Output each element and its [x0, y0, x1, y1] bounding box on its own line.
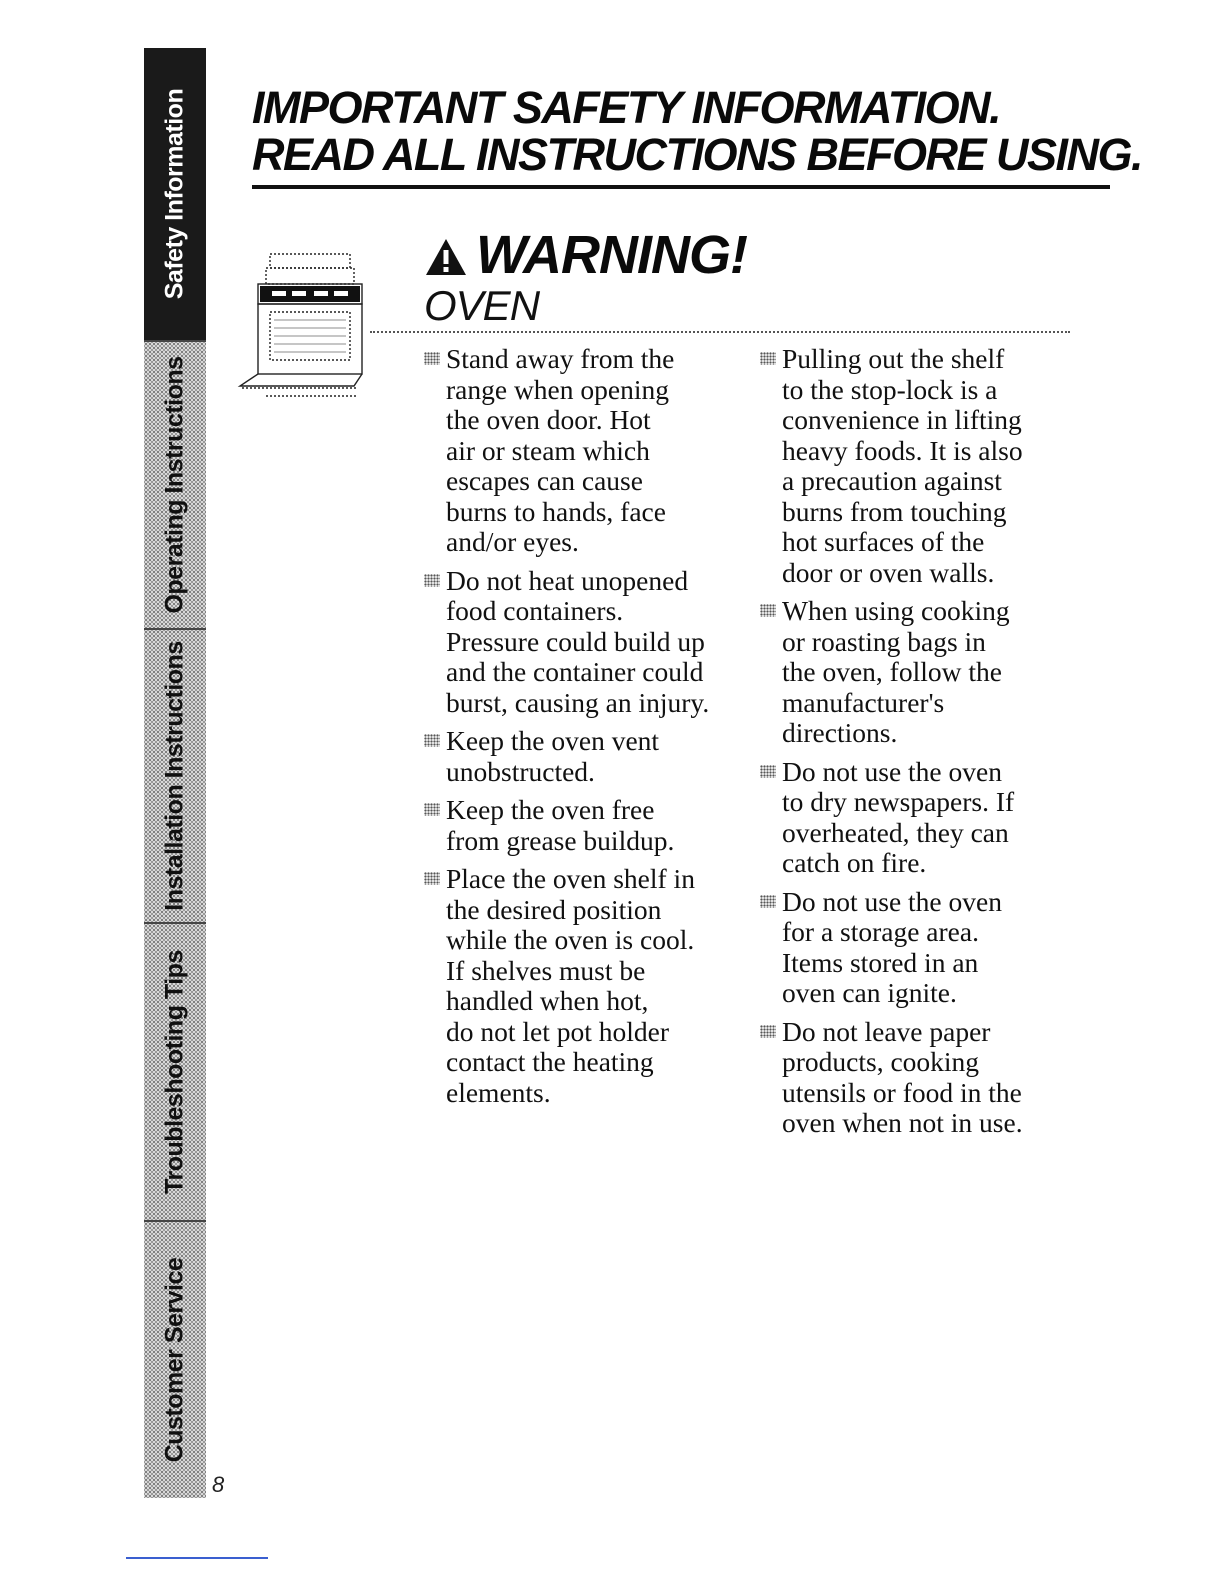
tab-label: Operating Instructions [160, 356, 189, 614]
bullet-text: Do not use the oven to dry newspapers. If overheated, they can catch on fire. [782, 755, 1015, 878]
tab-label: Customer Service [160, 1257, 189, 1463]
bullet-icon [424, 574, 440, 587]
tab-operating-instructions[interactable] [144, 342, 206, 630]
bullet-icon [424, 734, 440, 747]
bullet-text: Keep the oven vent unobstructed. [446, 725, 660, 787]
list-item [422, 795, 732, 856]
list-item [422, 726, 732, 787]
bullet-icon [424, 872, 440, 885]
warning-triangle-icon [424, 237, 468, 277]
warning-title: WARNING! [476, 225, 747, 285]
bullet-text: Pulling out the shelf to the stop-lock is a convenience in lifting heavy foods. It is also a precaution against burns from touching hot surfaces of the door or oven walls. [782, 343, 1023, 588]
list-item [758, 887, 1058, 1009]
tab-label: Troubleshooting Tips [160, 950, 189, 1194]
bullet-text: Do not heat unopened food containers. Pressure could build up and the container could burst, causing an injury. [446, 564, 710, 718]
tab-installation-instructions[interactable] [144, 630, 206, 924]
tab-label: Installation Instructions [160, 641, 189, 911]
title-line-2: READ ALL INSTRUCTIONS BEFORE USING. [252, 129, 1143, 180]
section-label: OVEN [424, 282, 540, 329]
footer-rule [126, 1557, 268, 1559]
list-item [422, 864, 732, 1108]
bullet-icon [760, 895, 776, 908]
bullet-icon [424, 803, 440, 816]
list-item [422, 566, 732, 719]
tab-label: Safety Information [160, 88, 189, 300]
bullet-text: Do not use the oven for a storage area. Items stored in an oven can ignite. [782, 885, 1002, 1008]
right-column [758, 344, 1058, 1147]
list-item [758, 1017, 1058, 1139]
bullet-icon [760, 352, 776, 365]
list-item [758, 757, 1058, 879]
page-title [252, 84, 1142, 178]
oven-range-icon [236, 250, 372, 406]
bullet-icon [760, 1025, 776, 1038]
bullet-list [422, 344, 732, 1108]
page-number: 8 [212, 1472, 225, 1497]
bullet-icon [424, 352, 440, 365]
left-column [422, 344, 732, 1116]
bullet-text: When using cooking or roasting bags in the oven, follow the manufacturer's directions. [782, 595, 1010, 748]
section-divider [370, 331, 1070, 333]
tab-safety-information[interactable] [144, 48, 206, 342]
bullet-list [758, 344, 1058, 1139]
tab-troubleshooting-tips[interactable] [144, 924, 206, 1222]
list-item [758, 344, 1058, 588]
header-divider [252, 185, 1110, 189]
title-line-1: IMPORTANT SAFETY INFORMATION. [252, 82, 1001, 133]
bullet-text: Keep the oven free from grease buildup. [446, 794, 675, 856]
section-tab-strip [144, 48, 206, 1500]
tab-customer-service[interactable] [144, 1222, 206, 1498]
bullet-text: Place the oven shelf in the desired position while the oven is cool. If shelves must be handled when hot, do not let pot holder contact the heating elements. [446, 863, 695, 1108]
list-item [422, 344, 732, 558]
bullet-icon [760, 604, 776, 617]
warning-heading [424, 224, 747, 286]
list-item [758, 596, 1058, 749]
bullet-icon [760, 765, 776, 778]
bullet-text: Do not leave paper products, cooking utensils or food in the oven when not in use. [782, 1015, 1023, 1138]
bullet-text: Stand away from the range when opening the oven door. Hot air or steam which escapes can cause burns to hands, face and/or eyes. [446, 343, 675, 557]
